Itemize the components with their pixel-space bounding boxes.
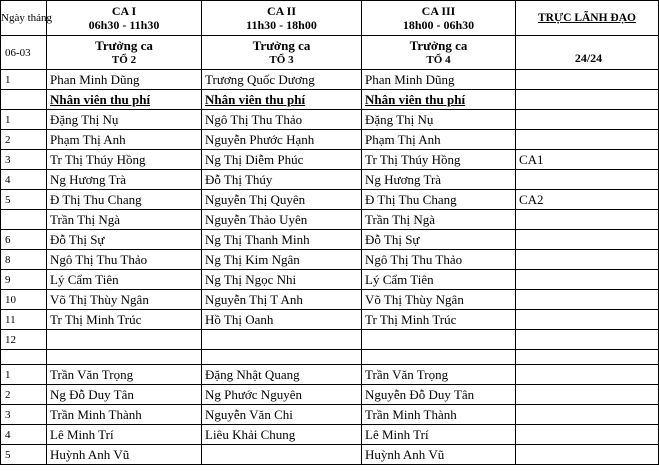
row-number: 10 (1, 290, 47, 310)
row-number: 4 (1, 425, 47, 445)
leader-note (516, 445, 659, 465)
leader-value: 24/24 (516, 36, 659, 70)
shift-1-name: CA I (111, 4, 137, 18)
row-number: 5 (1, 190, 47, 210)
staff-name-ca3: Đỗ Thị Sự (362, 230, 516, 250)
leader-cell (516, 90, 659, 110)
staff-row (1, 270, 659, 290)
shift-3-name: CA III (421, 4, 456, 18)
staff-name-ca3: Tr Thị Thúy Hồng (362, 150, 516, 170)
security-row (1, 385, 659, 405)
staff-name-ca2: Đỗ Thị Thúy (202, 170, 362, 190)
row-number (1, 350, 47, 365)
staff-row (1, 130, 659, 150)
staff-name-ca2: Nguyễn Văn Chi (202, 405, 362, 425)
leader-note (516, 385, 659, 405)
shift-1-time: 06h30 - 11h30 (88, 18, 160, 32)
shift-2-name: CA II (266, 4, 296, 18)
security-row (1, 405, 659, 425)
leader-note (516, 365, 659, 385)
staff-name-ca2: Ng Phước Nguyên (202, 385, 362, 405)
staff-name-ca3: Võ Thị Thùy Ngân (362, 290, 516, 310)
staff-row (1, 150, 659, 170)
row-number: 5 (1, 445, 47, 465)
staff-name-ca3 (362, 350, 516, 365)
staff-name-ca2 (202, 445, 362, 465)
row-number: 9 (1, 270, 47, 290)
shift-2-time: 11h30 - 18h00 (246, 18, 317, 32)
staff-name-ca3: Lý Cẩm Tiên (362, 270, 516, 290)
security-row (1, 365, 659, 385)
staff-name-ca1: Trần Thị Ngà (47, 210, 202, 230)
staff-row (1, 310, 659, 330)
security-row (1, 445, 659, 465)
leader-note (516, 405, 659, 425)
leader-note (516, 350, 659, 365)
staff-name-ca1: Trần Minh Thành (47, 405, 202, 425)
row-number: 12 (1, 330, 47, 350)
leader-note (516, 230, 659, 250)
date-cell: 06-03 (1, 36, 47, 70)
staff-name-ca1: Phạm Thị Anh (47, 130, 202, 150)
row-number: 4 (1, 170, 47, 190)
staff-row (1, 250, 659, 270)
staff-name-ca1: Ng Đỗ Duy Tân (47, 385, 202, 405)
staff-name-ca1: Võ Thị Thùy Ngân (47, 290, 202, 310)
row-number: 1 (1, 70, 47, 90)
staff-row (1, 290, 659, 310)
row-number: 2 (1, 130, 47, 150)
leader-note (516, 425, 659, 445)
staff-name-ca1 (47, 330, 202, 350)
staff-name-ca1: Đ Thị Thu Chang (47, 190, 202, 210)
day-label: Ngày tháng (1, 1, 47, 36)
staff-name-ca3: Trần Văn Trọng (362, 365, 516, 385)
row-number (1, 210, 47, 230)
leader-title: TRỰC LÃNH ĐẠO (516, 1, 659, 36)
shift-leader-ca3: Phan Minh Dũng (362, 70, 516, 90)
shift-3-time: 18h00 - 06h30 (402, 18, 475, 32)
header-row (1, 1, 659, 36)
staff-row (1, 190, 659, 210)
staff-name-ca3 (362, 330, 516, 350)
leader-note (516, 270, 659, 290)
leader-note (516, 310, 659, 330)
team-2-role: Trưởng ca (252, 37, 311, 53)
staff-name-ca2: Hồ Thị Oanh (202, 310, 362, 330)
staff-name-ca2: Nguyễn Thảo Uyên (202, 210, 362, 230)
team-cell-1 (47, 36, 202, 70)
staff-row (1, 170, 659, 190)
row-number: 3 (1, 150, 47, 170)
staff-name-ca3: Đ Thị Thu Chang (362, 190, 516, 210)
staff-row (1, 330, 659, 350)
shift-3-header (362, 1, 516, 36)
staff-name-ca1: Đặng Thị Nụ (47, 110, 202, 130)
staff-name-ca3: Trần Thị Ngà (362, 210, 516, 230)
row-number: 6 (1, 230, 47, 250)
team-2-name: TỔ 3 (269, 53, 294, 66)
staff-name-ca2: Ng Thị Ngọc Nhi (202, 270, 362, 290)
staff-name-ca3: Nguyễn Đỗ Duy Tân (362, 385, 516, 405)
staff-name-ca2: Ng Thị Thanh Minh (202, 230, 362, 250)
team-1-role: Trưởng ca (95, 37, 153, 53)
staff-name-ca2: Liêu Khải Chung (202, 425, 362, 445)
staff-name-ca3: Tr Thị Minh Trúc (362, 310, 516, 330)
row-number: 11 (1, 310, 47, 330)
leader-note (516, 330, 659, 350)
staff-name-ca1: Đỗ Thị Sự (47, 230, 202, 250)
staff-name-ca3: Ng Hương Trà (362, 170, 516, 190)
staff-name-ca2: Nguyễn Phước Hạnh (202, 130, 362, 150)
staff-row (1, 210, 659, 230)
staff-name-ca3: Phạm Thị Anh (362, 130, 516, 150)
shift-leader-ca2: Trương Quốc Dương (202, 70, 362, 90)
team-cell-2 (202, 36, 362, 70)
staff-name-ca1: Lý Cẩm Tiên (47, 270, 202, 290)
staff-name-ca2: Ng Thị Kim Ngân (202, 250, 362, 270)
leader-cell (516, 70, 659, 90)
leader-note (516, 170, 659, 190)
date-row (1, 36, 659, 70)
staff-name-ca3: Trần Minh Thành (362, 405, 516, 425)
staff-name-ca2: Ng Thị Diễm Phúc (202, 150, 362, 170)
staff-name-ca1: Ngô Thị Thu Thảo (47, 250, 202, 270)
staff-name-ca2: Nguyễn Thị T Anh (202, 290, 362, 310)
leader-note: CA2 (516, 190, 659, 210)
row-number: 1 (1, 110, 47, 130)
staff-header-ca2: Nhân viên thu phí (202, 90, 362, 110)
row-number: 3 (1, 405, 47, 425)
staff-name-ca1: Huỳnh Anh Vũ (47, 445, 202, 465)
leader-note (516, 130, 659, 150)
staff-header-ca3: Nhân viên thu phí (362, 90, 516, 110)
staff-name-ca3: Huỳnh Anh Vũ (362, 445, 516, 465)
leader-note: CA1 (516, 150, 659, 170)
staff-row (1, 110, 659, 130)
separator-row (1, 350, 659, 365)
staff-name-ca1: Trần Văn Trọng (47, 365, 202, 385)
staff-name-ca2: Đặng Nhật Quang (202, 365, 362, 385)
leader-note (516, 210, 659, 230)
shift-2-header (202, 1, 362, 36)
staff-name-ca3: Đặng Thị Nụ (362, 110, 516, 130)
team-3-name: TỔ 4 (426, 53, 451, 66)
staff-header-row (1, 90, 659, 110)
staff-name-ca2 (202, 350, 362, 365)
staff-name-ca3: Ngô Thị Thu Thảo (362, 250, 516, 270)
staff-name-ca2 (202, 330, 362, 350)
staff-name-ca3: Lê Minh Trí (362, 425, 516, 445)
staff-name-ca1: Tr Thị Minh Trúc (47, 310, 202, 330)
shift-leader-ca1: Phan Minh Dũng (47, 70, 202, 90)
security-row (1, 425, 659, 445)
team-3-role: Trưởng ca (409, 37, 468, 53)
staff-name-ca1: Lê Minh Trí (47, 425, 202, 445)
staff-name-ca2: Nguyễn Thị Quyên (202, 190, 362, 210)
shift-1-header (47, 1, 202, 36)
staff-header-ca1: Nhân viên thu phí (47, 90, 202, 110)
team-1-name: TỔ 2 (111, 53, 137, 66)
leader-note (516, 250, 659, 270)
staff-name-ca1: Tr Thị Thúy Hồng (47, 150, 202, 170)
row-number: 1 (1, 365, 47, 385)
staff-name-ca2: Ngô Thị Thu Thảo (202, 110, 362, 130)
leader-note (516, 290, 659, 310)
row-number (1, 90, 47, 110)
row-number: 8 (1, 250, 47, 270)
team-cell-3 (362, 36, 516, 70)
shift-leader-row (1, 70, 659, 90)
staff-name-ca1 (47, 350, 202, 365)
leader-note (516, 110, 659, 130)
staff-name-ca1: Ng Hương Trà (47, 170, 202, 190)
staff-row (1, 230, 659, 250)
row-number: 2 (1, 385, 47, 405)
